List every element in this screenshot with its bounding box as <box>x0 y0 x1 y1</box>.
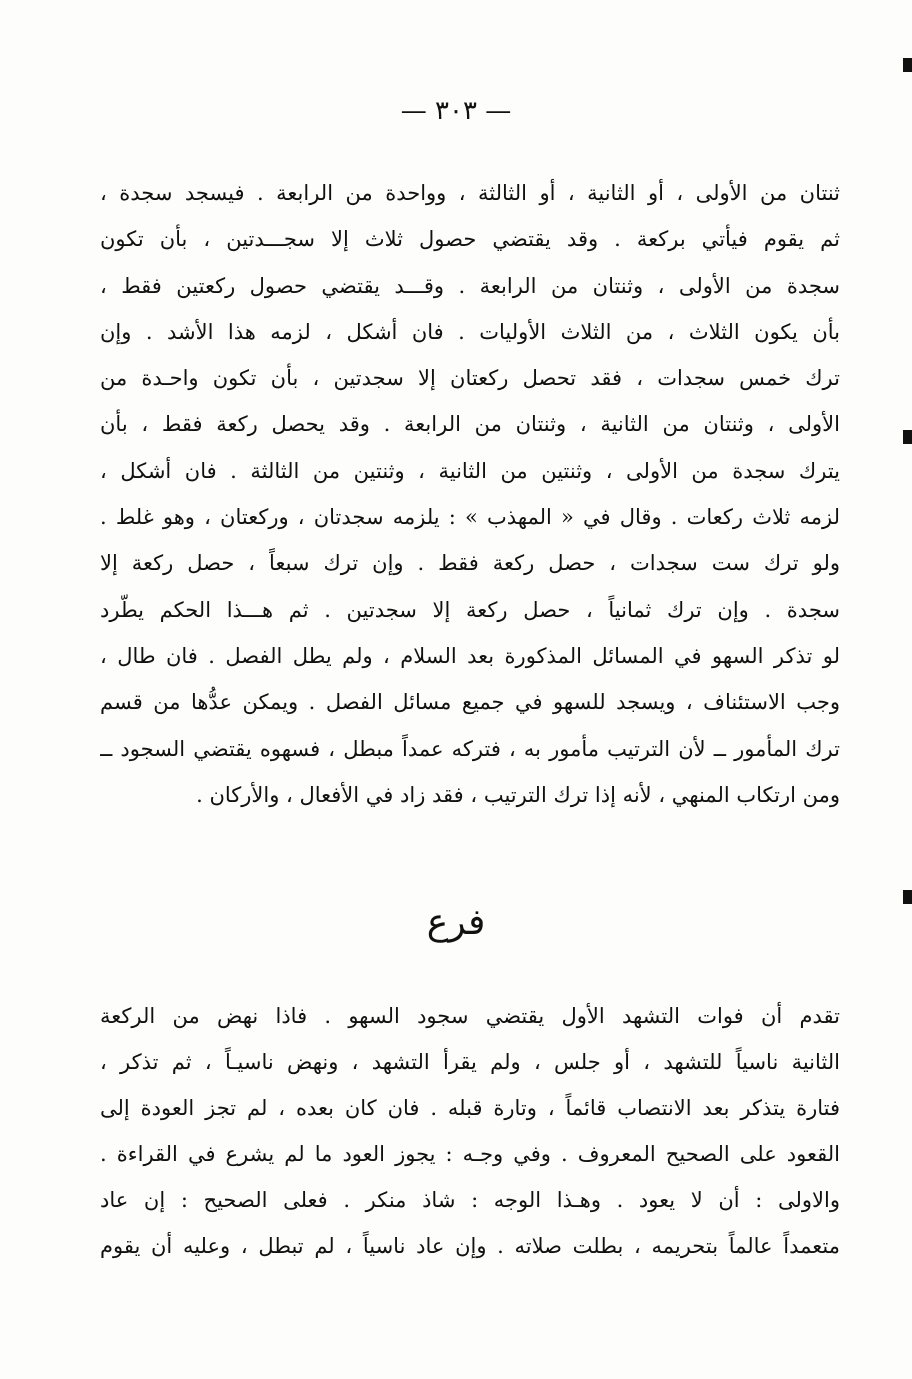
text-line: لو تذكر السهو في المسائل المذكورة بعد السلام ، ولم يطل الفصل . فان طال ، <box>100 643 840 668</box>
text-line: ترك المأمور ــ لأن الترتيب مأمور به ، فتركه عمداً مبطل ، فسهوه يقتضي السجود ــ <box>100 736 840 761</box>
text-line: ثنتان من الأولى ، أو الثانية ، أو الثالثة ، وواحدة من الرابعة . فيسجد سجدة ، <box>100 181 840 205</box>
text-line: سجدة . وإن ترك ثمانياً ، حصل ركعة إلا سجدتين . ثم هـــذا الحكم يطّرد <box>100 597 840 622</box>
text-line: والاولى : أن لا يعود . وهـذا الوجه : شاذ منكر . فعلى الصحيح : إن عاد <box>100 1188 840 1212</box>
text-line: ولو ترك ست سجدات ، حصل ركعة فقط . وإن ترك سبعاً ، حصل ركعة إلا <box>100 551 840 576</box>
text-line: بأن يكون الثلاث ، من الثلاث الأوليات . فان أشكل ، لزمه هذا الأشد . وإن <box>100 319 840 344</box>
text-line: ترك خمس سجدات ، فقد تحصل ركعتان إلا سجدتين ، بأن تكون واحـدة من <box>100 366 840 391</box>
text-line: فتارة يتذكر بعد الانتصاب قائماً ، وتارة قبله . فان كان بعده ، لم تجز العودة إلى <box>100 1096 840 1120</box>
section-heading: فرع <box>426 902 486 943</box>
text-line: الثانية ناسياً للتشهد ، أو جلس ، ولم يقرأ التشهد ، ونهض ناسيـاً ، ثم تذكر ، <box>100 1050 840 1074</box>
text-line: ومن ارتكاب المنهي ، لأنه إذا ترك الترتيب ، فقد زاد في الأفعال ، والأركان . <box>196 782 840 807</box>
text-line: القعود على الصحيح المعروف . وفي وجـه : يجوز العود ما لم يشرع في القراءة . <box>100 1142 840 1166</box>
text-line: ثم يقوم فيأتي بركعة . وقد يقتضي حصول ثلاث إلا سجـــدتين ، بأن تكون <box>100 227 840 252</box>
text-line: لزمه ثلاث ركعات . وقال في « المهذب » : يلزمه سجدتان ، وركعتان ، وهو غلط . <box>100 505 840 530</box>
margin-mark <box>903 58 912 72</box>
text-line: يترك سجدة من الأولى ، وثنتين من الثانية ، وثنتين من الثالثة . فان أشكل ، <box>100 458 840 483</box>
text-line: وجب الاستئناف ، ويسجد للسهو في جميع مسائل الفصل . ويمكن عدُّها من قسم <box>100 690 840 715</box>
page-number: — ٣٠٣ — <box>400 96 512 126</box>
paragraph-main <box>100 170 840 818</box>
paragraph-section <box>100 993 840 1269</box>
text-line: تقدم أن فوات التشهد الأول يقتضي سجود السهو . فاذا نهض من الركعة <box>100 1004 840 1028</box>
text-line: الأولى ، وثنتان من الثانية ، وثنتان من الرابعة . وقد يحصل ركعة فقط ، بأن <box>100 412 840 437</box>
margin-mark <box>903 430 912 444</box>
text-line: متعمداً عالماً بتحريمه ، بطلت صلاته . وإن عاد ناسياً ، لم تبطل ، وعليه أن يقوم <box>100 1234 840 1258</box>
text-line: سجدة من الأولى ، وثنتان من الرابعة . وقـــد يقتضي حصول ركعتين فقط ، <box>100 273 840 298</box>
